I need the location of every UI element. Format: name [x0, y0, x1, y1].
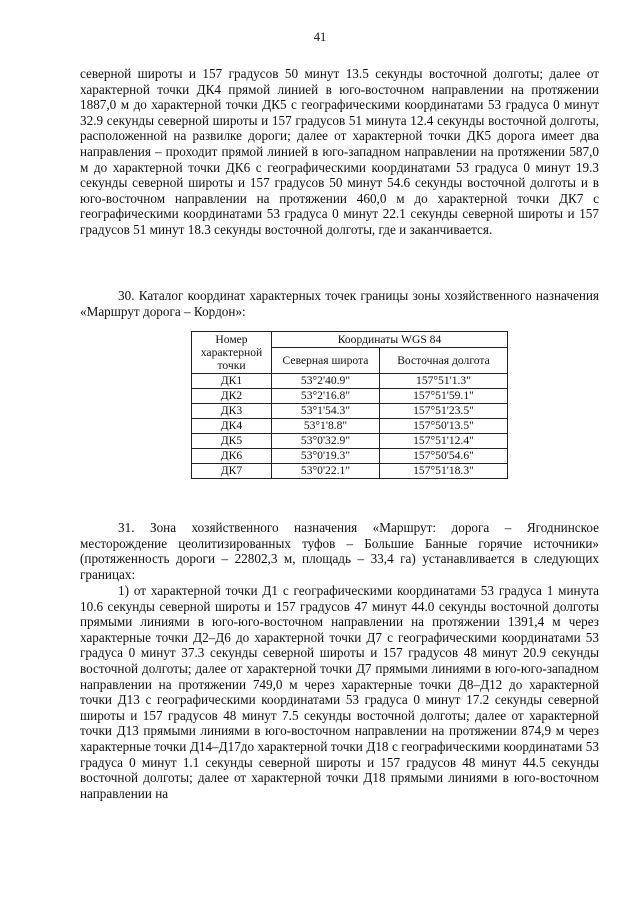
- paragraph-continuation: северной широты и 157 градусов 50 минут 13.5 секунды восточной долготы; далее от характерной точки ДК4 прямой линией в юго-восточном направлении на протяжении 1887,0 м до характерной точки ДК5 с географическими координатами 53 градуса 0 минут 32.9 секунды северной широты и 157 градусов 51 минута 12.4 секунды восточной долготы, расположенной на развилке дороги; далее от характерной точки ДК5 дорога имеет два направления – проходит прямой линией в юго-западном направлении на протяжении 587,0 м до характерной точки ДК6 с географическими координатами 53 градуса 0 минут 19.3 секунды северной широты и 157 градусов 50 минут 54.6 секунды восточной долготы и в юго-восточном направлении на протяжении 460,0 м до характерной точки ДК7 с географическими координатами 53 градуса 0 минут 22.1 секунды северной широты и 157 градусов 51 минут 18.3 секунды восточной долготы, где и заканчивается.: [80, 66, 599, 237]
- cell-lat: 53°2'16.8": [272, 389, 380, 404]
- coordinates-table: [191, 331, 508, 479]
- cell-lat: 53°1'54.3": [272, 404, 380, 419]
- table-row: [192, 449, 508, 464]
- cell-point: ДК6: [192, 449, 272, 464]
- cell-point: ДК2: [192, 389, 272, 404]
- table-header-row: [192, 332, 508, 348]
- cell-lon: 157°51'18.3": [380, 464, 508, 479]
- table-row: [192, 389, 508, 404]
- cell-lon: 157°50'13.5": [380, 419, 508, 434]
- cell-lon: 157°51'23.5": [380, 404, 508, 419]
- table-row: [192, 374, 508, 389]
- header-point-number: Номер характерной точки: [192, 332, 272, 374]
- cell-point: ДК1: [192, 374, 272, 389]
- cell-point: ДК3: [192, 404, 272, 419]
- cell-lat: 53°0'32.9": [272, 434, 380, 449]
- cell-lon: 157°51'1.3": [380, 374, 508, 389]
- header-longitude: Восточная долгота: [380, 348, 508, 374]
- paragraph-30: 30. Каталог координат характерных точек границы зоны хозяйственного назначения «Маршрут дорога – Кордон»:: [80, 288, 599, 319]
- table-row: [192, 464, 508, 479]
- table-body: [192, 374, 508, 479]
- table-row: [192, 419, 508, 434]
- table-row: [192, 434, 508, 449]
- cell-lon: 157°51'59.1": [380, 389, 508, 404]
- cell-lat: 53°0'22.1": [272, 464, 380, 479]
- paragraph-31-item-1: 1) от характерной точки Д1 с географическими координатами 53 градуса 1 минута 10.6 секунды северной широты и 157 градусов 47 минут 44.0 секунды восточной долготы прямыми линиями в юго-юго-восточном направлении на протяжении 1391,4 м через характерные точки Д2–Д6 до характерной точки Д7 с географическими координатами 53 градуса 0 минут 37.3 секунды северной широты и 157 градусов 48 минут 20.9 секунды восточной долготы; далее от характерной точки Д7 прямыми линиями в юго-юго-западном направлении на протяжении 749,0 м через характерные точки Д8–Д12 до характерной точки Д13 с географическими координатами 53 градуса 0 минут 17.2 секунды северной широты и 157 градусов 48 минут 7.5 секунды восточной долготы; далее от характерной точки Д13 прямыми линиями в юго-восточном направлении на протяжении 874,9 м через характерные точки Д14–Д17до характерной точки Д18 с географическими координатами 53 градуса 0 минут 1.1 секунды северной широты и 157 градусов 48 минут 44.5 секунды восточной долготы; далее от характерной точки Д18 прямыми линиями в юго-восточном направлении на: [80, 583, 599, 801]
- cell-lat: 53°2'40.9": [272, 374, 380, 389]
- cell-lon: 157°51'12.4": [380, 434, 508, 449]
- cell-lat: 53°1'8.8": [272, 419, 380, 434]
- table-row: [192, 404, 508, 419]
- cell-point: ДК7: [192, 464, 272, 479]
- page-number: 41: [313, 30, 327, 44]
- cell-lon: 157°50'54.6": [380, 449, 508, 464]
- cell-point: ДК5: [192, 434, 272, 449]
- paragraph-31: 31. Зона хозяйственного назначения «Маршрут: дорога – Ягоднинское месторождение цеолитизированных туфов – Большие Банные горячие источники» (протяженность дороги – 22802,3 м, площадь – 33,4 га) устанавливается в следующих границах:: [80, 520, 599, 582]
- cell-point: ДК4: [192, 419, 272, 434]
- header-coordinates: Координаты WGS 84: [272, 332, 508, 348]
- cell-lat: 53°0'19.3": [272, 449, 380, 464]
- header-latitude: Северная широта: [272, 348, 380, 374]
